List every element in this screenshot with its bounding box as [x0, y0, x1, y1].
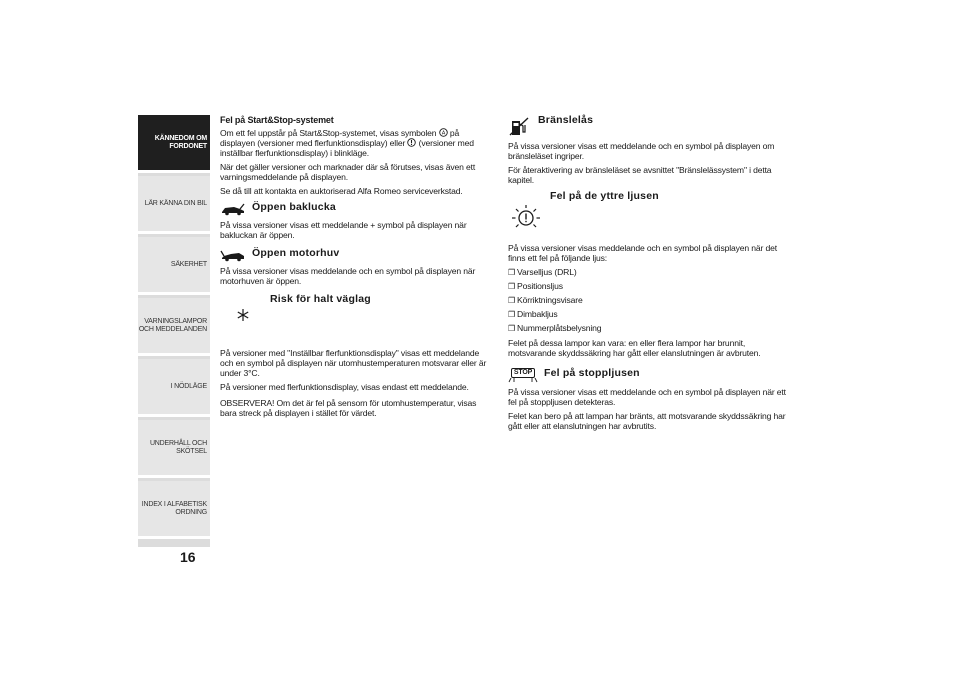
stop-lamp-rays: [508, 378, 538, 383]
list-item: [508, 281, 790, 292]
ice-paragraph-2: På versioner med flerfunktionsdisplay, visas endast ett meddelande.: [220, 382, 469, 392]
checkbox-bullet-icon: ❒: [508, 296, 516, 305]
tab-label: UNDERHÅLL OCH SKÖTSEL: [149, 439, 207, 455]
hood-text: På vissa versioner visas meddelande och en symbol på displayen när motorhuven är öppen.: [220, 266, 476, 286]
tab-index[interactable]: [138, 481, 210, 539]
checkbox-bullet-icon: ❒: [508, 324, 516, 333]
startstop-paragraph-2: När det gäller versioner och marknader där så förutses, visas även ett varningsmeddelande på displayen.: [220, 162, 476, 182]
exterior-title: Fel på de yttre ljusen: [550, 190, 659, 202]
ice-paragraph-3: OBSERVERA! Om det är fel på sensorn för utomhustemperatur, visas bara streck på displayen i stället för värdet.: [220, 398, 477, 418]
ice-paragraph-1: På versioner med "Inställbar flerfunktionsdisplay" visas ett meddelande och en symbol på displayen när utomhustemperaturen motsvarar eller är under 3°C.: [220, 348, 487, 378]
text-fragment: (versioner med inställbar flerfunktionsdisplay) i blinkläge.: [220, 138, 474, 158]
stop-icon-text: STOP: [511, 368, 535, 378]
trunk-section-header: [220, 202, 492, 216]
fuel-cutoff-icon: [508, 115, 532, 137]
tab-sakerhet[interactable]: [138, 237, 210, 295]
text-fragment: på displayen (versioner med flerfunktionsdisplay) eller: [220, 128, 460, 148]
tab-underhall-och-skotsel[interactable]: [138, 420, 210, 478]
list-item-text: Varselljus (DRL): [517, 267, 577, 277]
exterior-lights-list: [508, 267, 790, 334]
list-item: [508, 309, 790, 320]
stop-lamp-icon: [508, 368, 538, 383]
stop-section-header: [508, 368, 790, 383]
tab-varningslampor[interactable]: [138, 298, 210, 356]
tab-i-nodlage[interactable]: [138, 359, 210, 417]
snowflake-icon: [236, 308, 250, 322]
tab-label: LÄR KÄNNA DIN BIL: [144, 199, 207, 207]
tab-label: INDEX I ALFABETISK ORDNING: [141, 500, 207, 516]
list-item-text: Dimbakljus: [517, 309, 558, 319]
list-item: [508, 295, 790, 306]
ice-icon-wrapper: [236, 308, 492, 348]
exterior-intro: På vissa versioner visas meddelande och en symbol på displayen när det finns ett fel på följande ljus:: [508, 243, 777, 263]
exterior-title-wrapper: [550, 191, 790, 201]
fuel-paragraph-2: För återaktivering av bränsleläset se avsnittet "Bränslelässystem" i detta kapitel.: [508, 165, 772, 185]
tab-label: I NÖDLÄGE: [170, 382, 207, 390]
list-item-text: Nummerplåtsbelysning: [517, 323, 602, 333]
open-trunk-icon: [220, 202, 246, 216]
warning-exclamation-icon: [407, 138, 416, 147]
exterior-icon-wrapper: [510, 203, 790, 243]
fuel-paragraph-1: På vissa versioner visas ett meddelande och en symbol på displayen om bränsleläset ingriper.: [508, 141, 775, 161]
list-item: [508, 323, 790, 334]
stop-paragraph-1: På vissa versioner visas ett meddelande och en symbol på displayen när ett fel på stoppljusen detekteras.: [508, 387, 786, 407]
tab-kannedom-om-fordonet[interactable]: [138, 115, 210, 173]
startstop-warning-icon: [439, 128, 448, 137]
list-item-text: Positionsljus: [517, 281, 563, 291]
checkbox-bullet-icon: ❒: [508, 310, 516, 319]
left-column: [220, 115, 492, 422]
open-hood-icon: [220, 248, 246, 262]
trunk-title: Öppen baklucka: [252, 201, 336, 213]
startstop-paragraph-1: [220, 128, 492, 158]
fuel-title: Bränslelås: [538, 114, 594, 126]
svg-text:A: A: [441, 130, 445, 137]
ice-title-wrapper: [270, 294, 492, 304]
fuel-section-header: [508, 115, 790, 137]
checkbox-bullet-icon: ❒: [508, 268, 516, 277]
ice-title: Risk för halt väglag: [270, 293, 371, 305]
startstop-paragraph-3: Se då till att kontakta en auktoriserad Alfa Romeo serviceverkstad.: [220, 186, 463, 196]
hood-title: Öppen motorhuv: [252, 247, 340, 259]
exterior-note: Felet på dessa lampor kan vara: en eller flera lampor har brunnit, motsvarande skyddssäkring har gått eller elanslutningen är avbruten.: [508, 338, 761, 358]
tab-label: SÄKERHET: [170, 260, 207, 268]
list-item-text: Körriktningsvisare: [517, 295, 583, 305]
chapter-sidebar: [138, 115, 210, 547]
checkbox-bullet-icon: ❒: [508, 282, 516, 291]
trunk-text: På vissa versioner visas ett meddelande + symbol på displayen när bakluckan är öppen.: [220, 220, 467, 240]
tab-label: KÄNNEDOM OM FORDONET: [154, 134, 207, 150]
startstop-heading: Fel på Start&Stop-systemet: [220, 115, 334, 125]
stop-title: Fel på stoppljusen: [544, 367, 640, 379]
tab-label: VARNINGSLAMPOR OCH MEDDELANDEN: [138, 317, 207, 333]
right-column: [508, 115, 790, 435]
list-item: [508, 267, 790, 278]
tab-lar-kanna-din-bil[interactable]: [138, 176, 210, 234]
text-fragment: Om ett fel uppstår på Start&Stop-systemet, visas symbolen: [220, 128, 437, 138]
stop-paragraph-2: Felet kan bero på att lampan har bränts, att motsvarande skyddssäkring har gått eller att elanslutningen har avbrutits.: [508, 411, 786, 431]
hood-section-header: [220, 248, 492, 262]
bulb-failure-icon: [510, 203, 542, 233]
page-number: 16: [180, 549, 196, 565]
